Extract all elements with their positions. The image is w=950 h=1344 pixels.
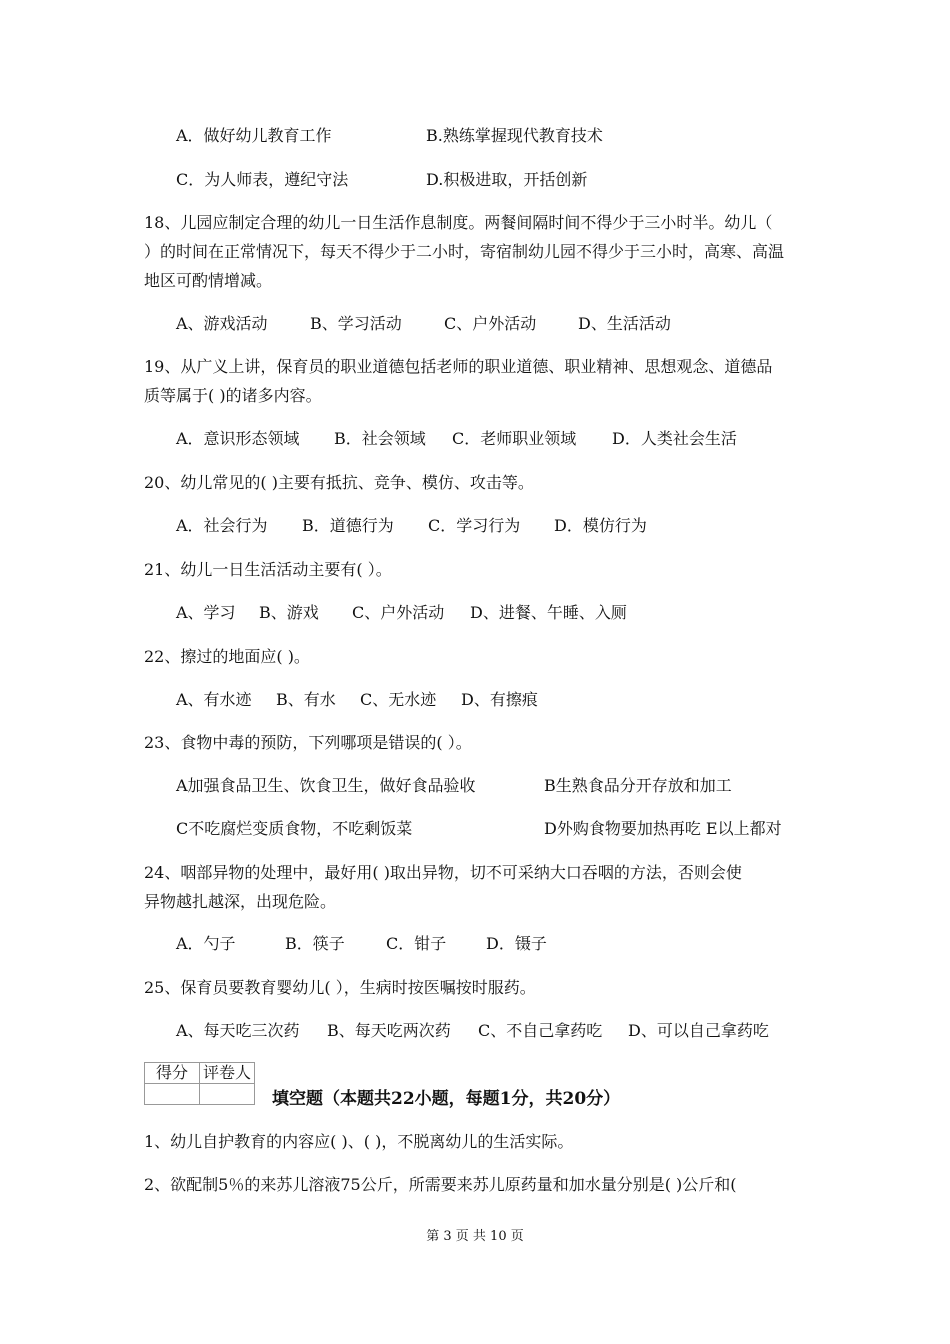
q17-option-c: C．为人师表，遵纪守法	[176, 170, 349, 189]
q19-option-b: B．社会领域	[334, 429, 426, 448]
q17-option-d: D.积极进取，开括创新	[426, 170, 588, 189]
q18-text-line2: ）的时间在正常情况下，每天不得少于二小时，寄宿制幼儿园不得少于三小时，高寒、高温	[144, 242, 785, 261]
q22-option-c: C、无水迹	[360, 690, 437, 709]
q23-option-b: B生熟食品分开存放和加工	[544, 776, 732, 795]
q21-option-b: B、游戏	[259, 603, 319, 622]
q18-option-d: D、生活活动	[578, 314, 671, 333]
q19-option-d: D．人类社会生活	[612, 429, 737, 448]
grader-cell	[200, 1084, 255, 1105]
q23-option-c: C不吃腐烂变质食物，不吃剩饭菜	[176, 819, 413, 838]
q19-text-line2: 质等属于( )的诸多内容。	[144, 386, 322, 405]
grader-header: 评卷人	[200, 1063, 255, 1084]
fill-q2-text: 2、欲配制5％的来苏儿溶液75公斤，所需要来苏儿原药量和加水量分别是( )公斤和(	[144, 1175, 737, 1194]
q19-text-line1: 19、从广义上讲，保育员的职业道德包括老师的职业道德、职业精神、思想观念、道德品	[144, 357, 773, 376]
q18-option-c: C、户外活动	[444, 314, 537, 333]
q19-option-c: C．老师职业领域	[452, 429, 577, 448]
q20-option-a: A．社会行为	[176, 516, 268, 535]
q18-option-b: B、学习活动	[310, 314, 402, 333]
q21-option-a: A、学习	[176, 603, 236, 622]
q22-option-b: B、有水	[276, 690, 336, 709]
q25-option-d: D、可以自己拿药吃	[628, 1021, 769, 1040]
q20-option-c: C．学习行为	[428, 516, 521, 535]
q21-text-line1: 21、幼儿一日生活活动主要有( ）。	[144, 560, 392, 579]
q24-option-c: C．钳子	[386, 934, 447, 953]
q24-option-a: A．勺子	[176, 934, 236, 953]
q24-text-line2: 异物越扎越深，出现危险。	[144, 892, 337, 911]
q25-option-b: B、每天吃两次药	[327, 1021, 451, 1040]
q21-option-d: D、进餐、午睡、入厕	[470, 603, 627, 622]
q22-text-line1: 22、擦过的地面应( )。	[144, 647, 310, 666]
q18-text-line3: 地区可酌情增减。	[144, 271, 273, 290]
q23-option-a: A加强食品卫生、饮食卫生，做好食品验收	[176, 776, 476, 795]
q24-text-line1: 24、咽部异物的处理中，最好用( )取出异物，切不可采纳大口吞咽的方法，否则会使	[144, 863, 742, 882]
score-table	[144, 1062, 255, 1105]
q25-text-line1: 25、保育员要教育婴幼儿( ），生病时按医嘱按时服药。	[144, 978, 536, 997]
q25-option-a: A、每天吃三次药	[176, 1021, 300, 1040]
q19-option-a: A．意识形态领域	[176, 429, 300, 448]
q24-option-b: B．筷子	[285, 934, 345, 953]
q18-text-line1: 18、儿园应制定合理的幼儿一日生活作息制度。两餐间隔时间不得少于三小时半。幼儿（	[144, 213, 773, 232]
q20-option-b: B．道德行为	[302, 516, 394, 535]
q17-option-b: B.熟练掌握现代教育技术	[426, 126, 603, 145]
fill-q1-text: 1、幼儿自护教育的内容应( )、( )，不脱离幼儿的生活实际。	[144, 1132, 574, 1151]
q22-option-a: A、有水迹	[176, 690, 252, 709]
q22-option-d: D、有擦痕	[461, 690, 538, 709]
q23-option-d: D外购食物要加热再吃 E以上都对	[544, 819, 782, 838]
q18-option-a: A、游戏活动	[176, 314, 268, 333]
q23-text-line1: 23、食物中毒的预防，下列哪项是错误的( ）。	[144, 733, 472, 752]
q21-option-c: C、户外活动	[352, 603, 445, 622]
q24-option-d: D．镊子	[486, 934, 547, 953]
score-cell	[145, 1084, 200, 1105]
q20-option-d: D．模仿行为	[554, 516, 647, 535]
q17-option-a: A．做好幼儿教育工作	[176, 126, 332, 145]
page-footer: 第 3 页 共 10 页	[426, 1229, 524, 1244]
q25-option-c: C、不自己拿药吃	[478, 1021, 603, 1040]
q20-text-line1: 20、幼儿常见的( )主要有抵抗、竞争、模仿、攻击等。	[144, 473, 534, 492]
score-header: 得分	[145, 1063, 200, 1084]
section-title: 填空题（本题共22小题，每题1分，共20分）	[272, 1089, 621, 1109]
